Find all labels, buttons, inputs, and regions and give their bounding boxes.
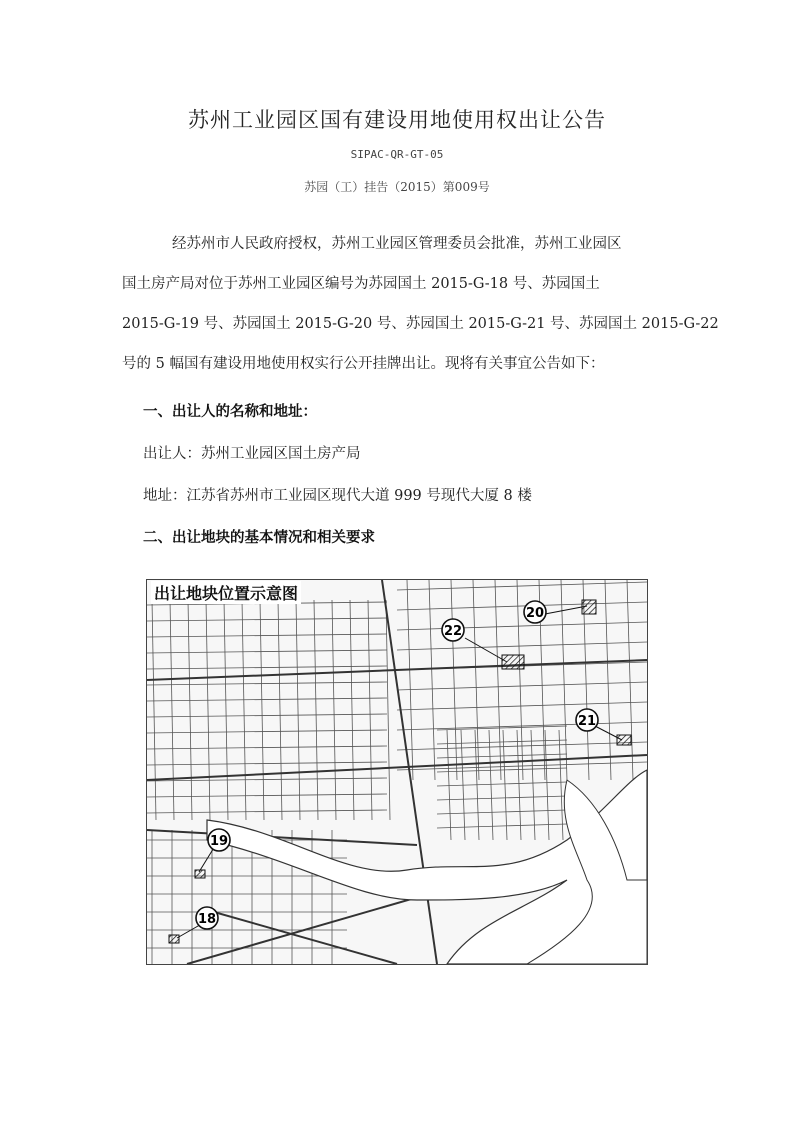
street-line xyxy=(437,824,567,828)
street-line xyxy=(260,600,264,820)
street-line xyxy=(147,810,387,813)
grantor-name: 出让人：苏州工业园区国土房产局 xyxy=(143,446,361,462)
svg-text:21: 21 xyxy=(577,714,597,729)
intro-line: 号的 5 幅国有建设用地使用权实行公开挂牌出让。现将有关事宜公告如下： xyxy=(122,356,605,372)
intro-paragraph xyxy=(122,224,719,384)
street-line xyxy=(397,682,647,690)
street-line xyxy=(397,582,647,590)
street-line xyxy=(224,600,228,820)
section-heading-grantor: 一、出让人的名称和地址： xyxy=(143,404,317,420)
street-line xyxy=(397,702,647,710)
intro-line: 国土房产局对位于苏州工业园区编号为苏园国土 2015-G-18 号、苏园国土 xyxy=(122,276,600,292)
street-line xyxy=(605,580,611,780)
street-line xyxy=(437,782,567,786)
street-line xyxy=(397,602,647,610)
marker-18 xyxy=(196,907,218,929)
marker-19 xyxy=(208,829,230,851)
street-line xyxy=(278,600,282,820)
street-line xyxy=(314,600,318,820)
street-line xyxy=(429,580,435,780)
street-line xyxy=(489,730,493,840)
street-line xyxy=(545,730,549,840)
street-line xyxy=(397,642,647,650)
street-line xyxy=(531,730,535,840)
street-line xyxy=(147,618,387,621)
map-drawing xyxy=(147,580,647,964)
street-line xyxy=(147,794,387,797)
svg-text:19: 19 xyxy=(209,834,229,849)
street-line xyxy=(437,810,567,814)
street-line xyxy=(206,600,210,820)
street-line xyxy=(332,600,336,820)
street-line xyxy=(397,622,647,630)
street-line xyxy=(350,600,354,820)
street-line xyxy=(152,600,156,820)
street-line xyxy=(368,600,372,820)
document-title: 苏州工业园区国有建设用地使用权出让公告 xyxy=(188,108,606,132)
street-line xyxy=(147,698,387,701)
street-line xyxy=(242,600,246,820)
grantor-address: 地址：江苏省苏州市工业园区现代大道 999 号现代大厦 8 楼 xyxy=(143,488,532,504)
street-line xyxy=(451,580,457,780)
map-title: 出让地块位置示意图 xyxy=(151,581,301,604)
section-heading-plots: 二、出让地块的基本情况和相关要求 xyxy=(143,530,375,546)
street-line xyxy=(447,730,451,840)
svg-text:22: 22 xyxy=(443,624,463,639)
street-line xyxy=(437,740,567,744)
street-line xyxy=(495,580,501,780)
street-line xyxy=(627,580,633,780)
intro-line: 2015-G-19 号、苏园国土 2015-G-20 号、苏园国土 2015-G-21 号、苏园国土 2015-G-22 xyxy=(122,316,719,332)
plot-location-map xyxy=(146,579,648,965)
street-line xyxy=(296,600,300,820)
street-line xyxy=(147,762,387,765)
marker-22 xyxy=(442,619,464,641)
document-number: SIPAC-QR-GT-05 xyxy=(350,148,444,161)
intro-line: 经苏州市人民政府授权，苏州工业园区管理委员会批准，苏州工业园区 xyxy=(172,236,622,252)
street-line xyxy=(517,730,521,840)
street-line xyxy=(147,746,387,749)
street-line xyxy=(170,600,174,820)
announcement-reference: 苏园（工）挂告（2015）第009号 xyxy=(304,180,490,194)
street-line xyxy=(559,730,563,840)
svg-text:18: 18 xyxy=(197,912,217,927)
street-line xyxy=(147,714,387,717)
street-line xyxy=(147,730,387,733)
street-line xyxy=(147,682,387,685)
marker-20 xyxy=(524,601,546,623)
svg-text:20: 20 xyxy=(525,606,545,621)
marker-21 xyxy=(576,709,598,731)
street-line xyxy=(188,600,192,820)
